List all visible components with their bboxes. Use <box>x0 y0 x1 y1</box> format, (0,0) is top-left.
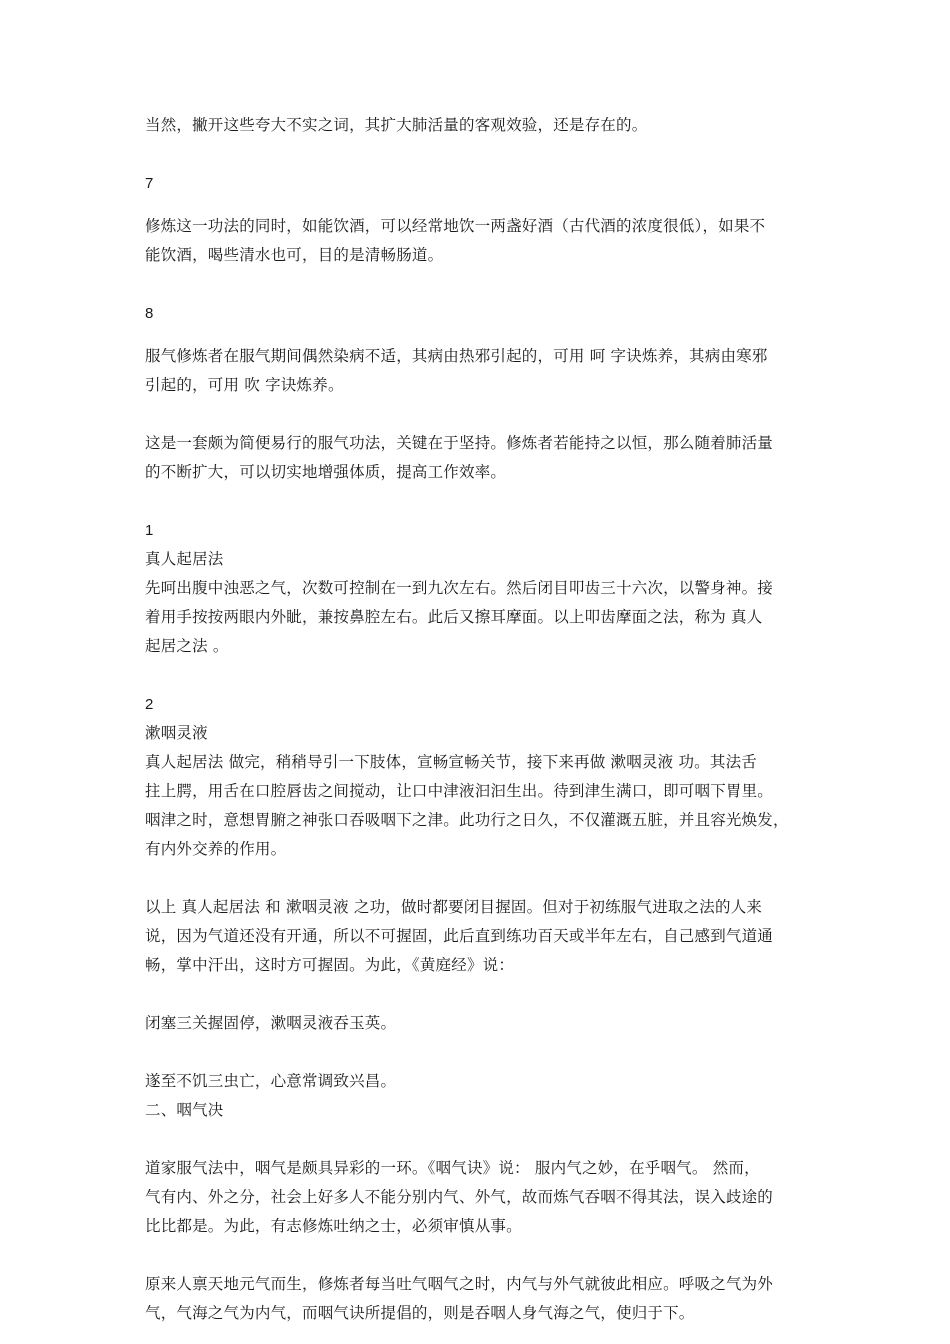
document-body <box>145 111 811 1328</box>
paragraph-spacer <box>145 400 811 429</box>
text-line: 引起的，可用 吹 字诀炼养。 <box>145 376 344 394</box>
paragraph-spacer <box>145 1241 811 1270</box>
text-line: 以上 真人起居法 和 漱咽灵液 之功，做时都要闭目握固。但对于初练服气进取之法的人来 <box>145 898 763 916</box>
section-number-text: 8 <box>145 305 154 322</box>
section-number-text: 7 <box>145 175 154 192</box>
section <box>145 516 811 661</box>
text-line: 畅，掌中汗出，这时方可握固。为此，《黄庭经》说： <box>145 956 515 974</box>
paragraph <box>145 111 811 140</box>
text-line: 有内外交养的作用。 <box>145 840 287 858</box>
text-line: 着用手按按两眼内外眦，兼按鼻腔左右。此后又擦耳摩面。以上叩齿摩面之法，称为 真人 <box>145 608 763 626</box>
paragraph <box>145 893 811 980</box>
text-line: 遂至不饥三虫亡，心意常调致兴昌。 <box>145 1072 397 1090</box>
paragraph <box>145 1270 811 1328</box>
text-line: 这是一套颇为简便易行的服气功法，关键在于坚持。修炼者若能持之以恒，那么随着肺活量 <box>145 434 774 452</box>
text-line: 咽津之时，意想胃腑之神张口吞吸咽下之津。此功行之日久，不仅灌溉五脏，并且容光焕发， <box>145 811 789 829</box>
paragraph <box>145 212 811 270</box>
text-line: 当然，撇开这些夸大不实之词，其扩大肺活量的客观效验，还是存在的。 <box>145 116 648 134</box>
text-line: 二、咽气决 <box>145 1101 224 1119</box>
text-line: 服气修炼者在服气期间偶然染病不适，其病由热邪引起的，可用 呵 字诀炼养，其病由寒邪 <box>145 347 768 365</box>
text-line: 原来人禀天地元气而生，修炼者每当吐气咽气之时，内气与外气就彼此相应。呼吸之气为外 <box>145 1275 774 1293</box>
section-number-text: 1 <box>145 522 154 539</box>
paragraph-spacer <box>145 140 811 169</box>
paragraph-spacer <box>145 198 811 212</box>
paragraph-spacer <box>145 1038 811 1067</box>
section-title: 漱咽灵液 <box>145 724 208 742</box>
paragraph <box>145 342 811 400</box>
text-line: 闭塞三关握固停，漱咽灵液吞玉英。 <box>145 1014 397 1032</box>
text-line: 道家服气法中，咽气是颇具异彩的一环。《咽气诀》说： 服内气之妙，在乎咽气。 然而， <box>145 1159 760 1177</box>
paragraph-spacer <box>145 1125 811 1154</box>
paragraph <box>145 1009 811 1038</box>
text-line: 拄上腭，用舌在口腔唇齿之间搅动，让口中津液汩汩生出。待到津生满口，即可咽下胃里。 <box>145 782 774 800</box>
text-line: 真人起居法 做完，稍稍导引一下肢体，宣畅宣畅关节，接下来再做 漱咽灵液 功。其法舌 <box>145 753 757 771</box>
text-line: 比比都是。为此，有志修炼吐纳之士，必须审慎从事。 <box>145 1217 522 1235</box>
section <box>145 690 811 864</box>
paragraph-spacer <box>145 328 811 342</box>
section-number <box>145 299 811 328</box>
text-line: 的不断扩大，可以切实地增强体质，提高工作效率。 <box>145 463 507 481</box>
paragraph <box>145 1067 811 1125</box>
text-line: 气，气海之气为内气，而咽气诀所提倡的，则是吞咽人身气海之气，使归于下。 <box>145 1304 695 1322</box>
paragraph-spacer <box>145 487 811 516</box>
paragraph-spacer <box>145 980 811 1009</box>
text-line: 先呵出腹中浊恶之气，次数可控制在一到九次左右。然后闭目叩齿三十六次，以警身神。接 <box>145 579 774 597</box>
text-line: 气有内、外之分，社会上好多人不能分别内气、外气，故而炼气吞咽不得其法，误入歧途的 <box>145 1188 774 1206</box>
text-line: 说，因为气道还没有开通，所以不可握固，此后直到练功百天或半年左右，自己感到气道通 <box>145 927 774 945</box>
text-line: 起居之法 。 <box>145 637 229 655</box>
section-number <box>145 169 811 198</box>
text-line: 修炼这一功法的同时，如能饮酒，可以经常地饮一两盏好酒（古代酒的浓度很低），如果不 <box>145 217 766 235</box>
paragraph-spacer <box>145 864 811 893</box>
paragraph-spacer <box>145 661 811 690</box>
paragraph <box>145 1154 811 1241</box>
section-number-text: 2 <box>145 696 154 713</box>
text-line: 能饮酒，喝些清水也可，目的是清畅肠道。 <box>145 246 444 264</box>
paragraph-spacer <box>145 270 811 299</box>
section-title: 真人起居法 <box>145 550 224 568</box>
paragraph <box>145 429 811 487</box>
